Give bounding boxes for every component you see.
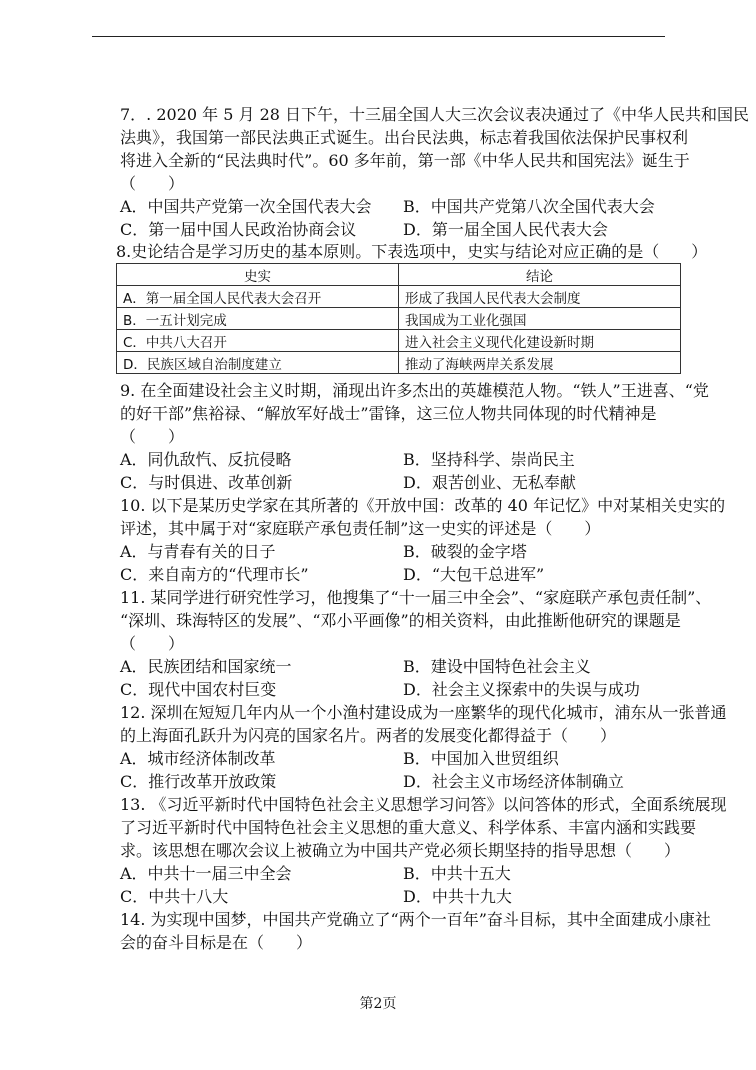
option-b: B．中国共产党第八次全国代表大会 [403, 197, 655, 216]
question-stem-line: 求。该思想在哪次会议上被确立为中国共产党必须长期坚持的指导思想（ ） [120, 841, 681, 860]
question-stem-line: 评述，其中属于对“家庭联产承包责任制”这一史实的评述是（ ） [120, 519, 601, 538]
table-row [117, 330, 681, 352]
question-blank: （ ） [120, 427, 185, 446]
table-cell: B．一五计划完成 [117, 308, 399, 330]
option-d: D．社会主义探索中的失误与成功 [403, 680, 640, 699]
question-stem-line: 将进入全新的“民法典时代”。60 多年前，第一部《中华人民共和国宪法》诞生于 [120, 151, 690, 170]
question-stem-line: 7．. 2020 年 5 月 28 日下午，十三届全国人大三次会议表决通过了《中华人民共和国民 [120, 105, 750, 124]
option-d: D．艰苦创业、无私奉献 [403, 473, 576, 492]
table-row [117, 286, 681, 308]
table-cell: D．民族区域自治制度建立 [117, 352, 399, 374]
option-d: D．社会主义市场经济体制确立 [403, 772, 624, 791]
question-blank: （ ） [120, 634, 185, 653]
table-header-conclusion: 结论 [399, 264, 681, 286]
question-stem-line: 了习近平新时代中国特色社会主义思想的重大意义、科学体系、丰富内涵和实践要 [120, 818, 697, 837]
question-stem-line: 8.史论结合是学习历史的基本原则。下表选项中，史实与结论对应正确的是（ ） [116, 242, 708, 261]
option-c: C．现代中国农村巨变 [120, 680, 277, 699]
option-a: A．民族团结和国家统一 [120, 657, 292, 676]
fact-conclusion-table [116, 263, 681, 374]
option-b: B．中国加入世贸组织 [403, 749, 559, 768]
option-d: D．中共十九大 [403, 887, 512, 906]
question-stem-line: 14. 为实现中国梦，中国共产党确立了“两个一百年”奋斗目标，其中全面建成小康社 [120, 910, 711, 929]
question-stem-line: 11. 某同学进行研究性学习，他搜集了“十一届三中全会”、“家庭联产承包责任制”、 [120, 588, 712, 607]
table-row [117, 352, 681, 374]
option-a: A．城市经济体制改革 [120, 749, 276, 768]
question-stem-line: 法典》，我国第一部民法典正式诞生。出台民法典，标志着我国依法保护民事权利 [120, 128, 689, 147]
option-c: C．中共十八大 [120, 887, 229, 906]
option-b: B．中共十五大 [403, 864, 511, 883]
question-stem-line: 12. 深圳在短短几年内从一个小渔村建设成为一座繁华的现代化城市，浦东从一张普通 [120, 703, 727, 722]
option-b: B．破裂的金字塔 [403, 542, 527, 561]
table-cell: A．第一届全国人民代表大会召开 [117, 286, 399, 308]
table-header-fact: 史实 [117, 264, 399, 286]
table-cell: 进入社会主义现代化建设新时期 [399, 330, 681, 352]
question-blank: （ ） [120, 174, 185, 193]
table-cell: C．中共八大召开 [117, 330, 399, 352]
option-a: A．与青春有关的日子 [120, 542, 276, 561]
question-stem-line: 的好干部”焦裕禄、“解放军好战士”雷锋，这三位人物共同体现的时代精神是 [120, 404, 657, 423]
question-stem-line: 13. 《习近平新时代中国特色社会主义思想学习问答》以问答体的形式，全面系统展现 [120, 795, 727, 814]
option-a: A．中国共产党第一次全国代表大会 [120, 197, 372, 216]
option-b: B．坚持科学、崇尚民主 [403, 450, 575, 469]
page-number: 第2页 [359, 996, 397, 1012]
question-stem-line: “深圳、珠海特区的发展”、“邓小平画像”的相关资料，由此推断他研究的课题是 [120, 611, 681, 630]
table-cell: 我国成为工业化强国 [399, 308, 681, 330]
table-cell: 推动了海峡两岸关系发展 [399, 352, 681, 374]
question-stem-line: 9. 在全面建设社会主义时期，涌现出许多杰出的英雄模范人物。“铁人”王进喜、“党 [120, 381, 709, 400]
question-stem-line: 10. 以下是某历史学家在其所著的《开放中国：改革的 40 年记忆》中对某相关史实的 [120, 496, 726, 515]
question-stem-line: 会的奋斗目标是在（ ） [120, 933, 313, 952]
option-d: D．“大包干总进军” [403, 565, 545, 584]
table-row [117, 308, 681, 330]
question-stem-line: 的上海面孔跃升为闪亮的国家名片。两者的发展变化都得益于（ ） [120, 726, 617, 745]
table-header-row [117, 264, 681, 286]
option-c: C．来自南方的“代理市长” [120, 565, 309, 584]
option-a: A．中共十一届三中全会 [120, 864, 292, 883]
table-cell: 形成了我国人民代表大会制度 [399, 286, 681, 308]
option-a: A．同仇敌忾、反抗侵略 [120, 450, 292, 469]
option-c: C．第一届中国人民政治协商会议 [120, 220, 357, 239]
option-c: C．推行改革开放政策 [120, 772, 277, 791]
option-d: D．第一届全国人民代表大会 [403, 220, 608, 239]
option-b: B．建设中国特色社会主义 [403, 657, 591, 676]
header-rule [92, 36, 665, 37]
option-c: C．与时俱进、改革创新 [120, 473, 293, 492]
